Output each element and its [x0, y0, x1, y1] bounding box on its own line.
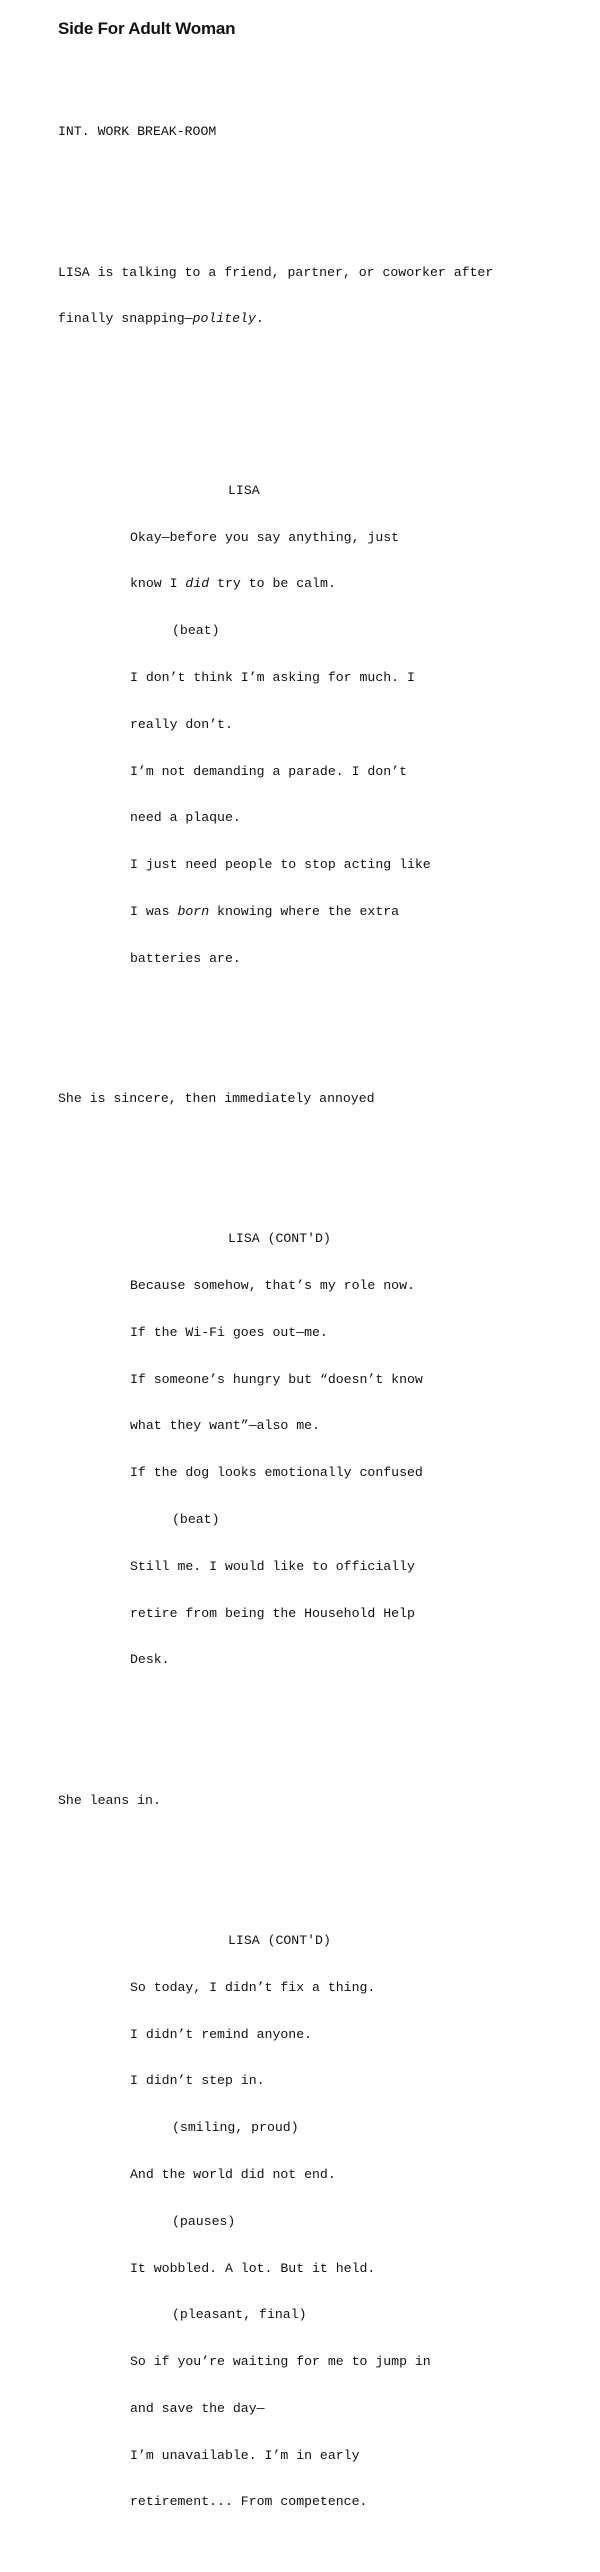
- dialogue-line: If someone’s hungry but “doesn’t know: [130, 1371, 423, 1387]
- action-emphasis: politely: [192, 311, 256, 327]
- dialogue-line: So today, I didn’t fix a thing.: [130, 1979, 376, 1995]
- dialogue-line: what they want”—also me.: [130, 1418, 320, 1434]
- dialogue-line: It wobbled. A lot. But it held.: [130, 2260, 376, 2276]
- action-block-1: [58, 233, 578, 358]
- action-line: She leans in.: [58, 1792, 161, 1808]
- dialogue-line: So if you’re waiting for me to jump in: [130, 2354, 431, 2370]
- dialogue-line: [58, 904, 578, 920]
- dialogue-line: Still me. I would like to officially: [130, 1558, 415, 1574]
- dialogue-line: retire from being the Household Help: [130, 1605, 415, 1621]
- action-line: [58, 311, 578, 327]
- dialogue-line: If the Wi-Fi goes out—me.: [130, 1324, 328, 1340]
- dialogue-line: I didn’t remind anyone.: [130, 2026, 313, 2042]
- character-cue: LISA: [228, 482, 260, 498]
- parenthetical: (beat): [172, 1512, 220, 1528]
- dialogue-line: Because somehow, that’s my role now.: [130, 1278, 415, 1294]
- scene-heading: INT. WORK BREAK-ROOM: [58, 124, 217, 140]
- screenplay-body: [58, 93, 578, 2572]
- dialogue-line: and save the day—: [130, 2400, 265, 2416]
- parenthetical: (pauses): [172, 2213, 236, 2229]
- speech-block-1: [58, 452, 578, 998]
- dialogue-text: knowing where the extra: [209, 903, 400, 919]
- dialogue-line: If the dog looks emotionally confused: [130, 1465, 423, 1481]
- document-title: Side For Adult Woman: [58, 19, 236, 38]
- dialogue-emphasis: born: [177, 903, 210, 919]
- dialogue-line: batteries are.: [130, 950, 241, 966]
- character-cue: LISA (CONT'D): [228, 1231, 331, 1247]
- dialogue-line: retirement... From competence.: [130, 2494, 368, 2510]
- speech-block-2: [58, 1200, 578, 1699]
- dialogue-line: And the world did not end.: [130, 2166, 336, 2182]
- action-line: LISA is talking to a friend, partner, or coworker after: [58, 264, 494, 280]
- dialogue-line: Okay—before you say anything, just: [130, 529, 400, 545]
- dialogue-line: I’m unavailable. I’m in early: [130, 2447, 360, 2463]
- dialogue-emphasis: did: [185, 576, 210, 592]
- parenthetical: (beat): [172, 623, 220, 639]
- speech-block-3: [58, 1902, 578, 2541]
- dialogue-line: I don’t think I’m asking for much. I: [130, 669, 415, 685]
- character-cue: LISA (CONT'D): [228, 1933, 331, 1949]
- dialogue-line: need a plaque.: [130, 810, 241, 826]
- parenthetical: (pleasant, final): [172, 2307, 307, 2323]
- dialogue-text: try to be calm.: [209, 576, 336, 592]
- parenthetical: (smiling, proud): [172, 2120, 299, 2136]
- action-text: .: [255, 311, 264, 327]
- dialogue-text: I was: [130, 903, 178, 919]
- dialogue-text: know I: [130, 576, 186, 592]
- dialogue-line: really don’t.: [130, 716, 233, 732]
- dialogue-line: I’m not demanding a parade. I don’t: [130, 763, 407, 779]
- action-line: She is sincere, then immediately annoyed: [58, 1091, 375, 1106]
- dialogue-line: I just need people to stop acting like: [130, 857, 431, 873]
- dialogue-line: I didn’t step in.: [130, 2073, 265, 2089]
- dialogue-line: [58, 576, 578, 592]
- action-text: finally snapping—: [58, 311, 193, 327]
- dialogue-line: Desk.: [130, 1652, 170, 1668]
